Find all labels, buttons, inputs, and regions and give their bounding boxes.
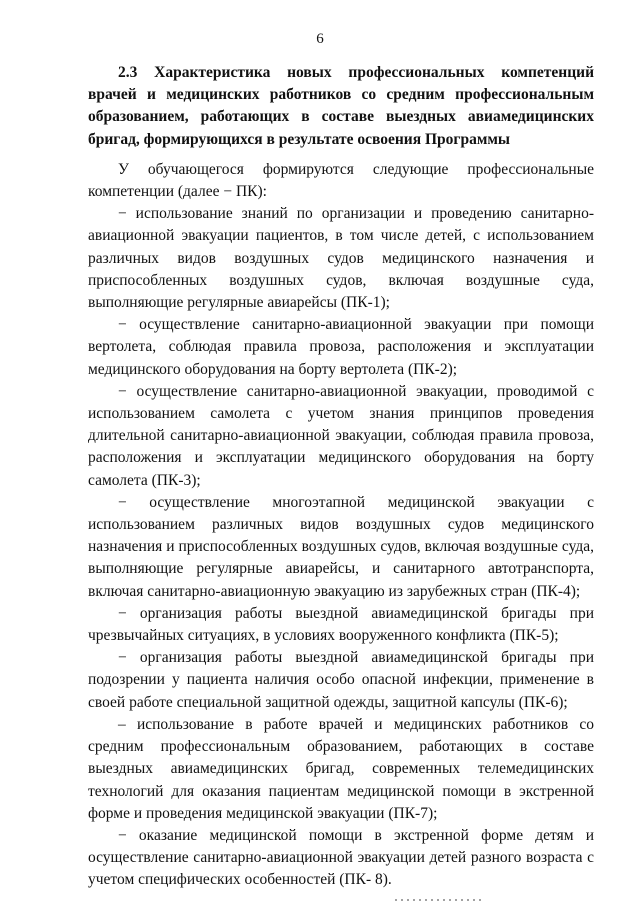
competency-item-pk2: − осуществление санитарно-авиационной эвакуации при помощи вертолета, соблюдая правила провоза, расположения и эксплуатации медицинского оборудования на борту вертолета (ПК-2); — [88, 316, 594, 378]
competency-item-pk1: − использование знаний по организации и проведению санитарно-авиационной эвакуации пациентов, в том числе детей, с использованием различных видов воздушных судов медицинского назначения и приспособленных воздушных судов, включая воздушные суда, выполняющие регулярные авиарейсы (ПК-1); — [88, 205, 594, 312]
competency-item-pk5: − организация работы выездной авиамедицинской бригады при чрезвычайных ситуациях, в условиях вооруженного конфликта (ПК-5); — [88, 604, 594, 645]
intro-paragraph: У обучающегося формируются следующие профессиональные компетенции (далее − ПК): — [88, 160, 594, 201]
section-heading: 2.3 Характеристика новых профессиональных компетенций врачей и медицинских работников со средним профессиональным образованием, работающих в составе выездных авиамедицинских бригад, формирующихся в результате освоения Программы — [88, 64, 594, 148]
competency-item-pk4: − осуществление многоэтапной медицинской эвакуации с использованием различных видов воздушных судов медицинского назначения и приспособленных воздушных судов, включая воздушные суда, выполняющие регулярные авиарейсы, и санитарного автотранспорта, включая санитарно-авиационную эвакуацию из зарубежных стран (ПК-4); — [88, 493, 594, 600]
competency-item-pk6: − организация работы выездной авиамедицинской бригады при подозрении у пациента наличия особо опасной инфекции, применение в своей работе специальной защитной одежды, защитной капсулы (ПК-6); — [88, 649, 594, 711]
competency-item-pk3: − осуществление санитарно-авиационной эвакуации, проводимой с использованием самолета с учетом знания принципов проведения длительной санитарно-авиационной эвакуации, соблюдая правила провоза, расположения и эксплуатации медицинского оборудования на борту самолета (ПК-3); — [88, 382, 594, 489]
scan-artifact — [395, 899, 485, 901]
competency-item-pk7: – использование в работе врачей и медицинских работников со средним профессиональным образованием, работающих в составе выездных авиамедицинских бригад, современных телемедицинских технологий для оказания пациентам медицинской помощи в экстренной форме и проведения медицинской эвакуации (ПК-7); — [88, 715, 594, 822]
document-body — [88, 62, 594, 892]
page-number: 6 — [316, 31, 324, 47]
competency-item-pk8: − оказание медицинской помощи в экстренной форме детям и осуществление санитарно-авиационной эвакуации детей разного возраста с учетом специфических особенностей (ПК- 8). — [88, 826, 594, 889]
